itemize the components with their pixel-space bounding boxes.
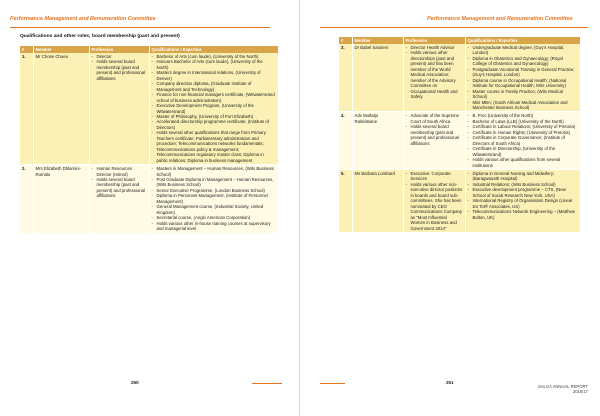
qualification-item: - Holds several other qualifications that range from Primary Teachers certificate; Parliamentary administration and procedure; Telecommunications networks fundamentals; Telecommunications policy & management; Telecommunications regulatory master class; Diploma in public relations; Diploma in business management [152,130,276,163]
member-name: Dr Babel Sanders [352,44,403,112]
qualification-item: - General Management course, (Industrial Society, United Kingdom) [152,204,276,215]
qualification-item: - Masters degree in International relations, (University of Denver) [152,70,276,81]
row-number: 5. [339,169,352,232]
table-row [339,169,580,232]
member-name: Mr Chose Choeu [33,53,89,165]
table-row [20,53,278,165]
col-number-header: # [20,46,33,53]
qualification-item: - Diploma course in Occupational Health; (National Institute for Occupational Health, Wits University) [468,78,578,89]
table-row [339,112,580,170]
qualification-item: - Telecommunications Network Engineering – (Matthew Bolton, UK) [468,209,578,220]
profession-item: - Holds several board membership (past and present) and professional affiliations [406,124,463,146]
page-number: 250 [131,380,139,385]
qualification-item: - Industrial Relations; (Wits Business School) [468,182,578,187]
qualifications-cell [149,53,278,165]
qualification-item: - International Registry of Organisation Design (Linear Do Tot® Associates, US) [468,198,578,209]
col-profession-header: Profession [403,37,465,44]
col-profession-header: Profession [89,46,149,53]
qualification-item: - Master of Philosophy, (University of Port Elizabeth) [152,114,276,119]
report-title: SALGA ANNUAL REPORT [537,384,588,389]
qualification-item: - Diploma in Obstetrics and Gynaecology; (Royal College of Obstetrics and Gynaecology) [468,56,578,67]
table-row [20,165,278,233]
qualification-item: - Certificate in Labour Relations; (University of Pretoria) [468,124,578,129]
qualification-item: - Honours Bachelor of Arts (cum laude), (University of the North) [152,59,276,70]
qualification-item: - Mini MBA; (South African Medical Association and Manchester Business School) [468,100,578,111]
profession-item: - Human Resources Director (retired) [92,166,147,177]
col-member-header: Member [33,46,89,53]
row-number: 4. [339,112,352,170]
profession-item: - Advocate of the Supreme Court of South Africa. [406,113,463,124]
row-number: 1. [20,53,33,165]
footer-rule [252,383,282,384]
table-header-row [20,46,278,53]
left-members-table [20,46,279,234]
qualification-item: - Holds various other in-house training courses at supervisory and managerial level [152,221,276,232]
qualification-item: - Finance for non-financial managers certificate, (Witwatersrand school of business administration) [152,92,276,103]
qualification-item: - Master course in Family Practice; (Wits Medical School) [468,89,578,100]
col-member-header: Member [352,37,403,44]
profession-item: - Director [92,54,147,59]
report-year: 2016/17 [572,389,588,395]
qualification-item: - Company direction diploma, (Graduate Institute of Management and Technology) [152,81,276,92]
member-name: Ms Barbara Lombard [352,169,403,232]
row-number: 2. [20,165,33,233]
qualification-item: - Diploma in General Nursing and Midwifery; (Baragwanath Hospital) [468,171,578,182]
member-name: Mrs Elizabeth Dhlamini-Rumalo [33,165,89,233]
table-row [339,44,580,112]
col-number-header: # [339,37,352,44]
right-members-table [339,37,581,233]
row-number: 3. [339,44,352,112]
qualification-item: - Accelerated directorship programme certificate, (Institute of Directors) [152,119,276,130]
col-qualifications-header: Qualifications / Expertise [149,46,278,53]
profession-item: - Executive: Corporate Services [406,171,463,182]
profession-item: - Holds several board membership (past and present) and professional affiliations [92,59,147,81]
report-footer [538,384,588,395]
profession-cell [403,44,465,112]
right-page [300,0,600,416]
qualifications-cell [465,44,580,112]
qualification-item: - Secretarial course, (Anglo American Corporation) [152,215,276,220]
profession-cell [89,53,149,165]
qualification-item: - Holds various other qualifications from several institutions [468,157,578,168]
qualification-item: - Masters in Management – Human Resources, (Wits Business School) [152,166,276,177]
qualification-item: - Executive Development Program, (University of the Witwatersrand) [152,103,276,114]
qualification-item: - Diploma in Personnel Management, (Institute of Personnel Management) [152,193,276,204]
table-subtitle: Qualifications and other roles; board membership (past and present) [20,34,180,39]
qualification-item: - Bachelor of Arts (cum laude), (University of the North) [152,54,276,59]
qualification-item: - Certificate in Directorship; (University of the Witwatersrand) [468,146,578,157]
qualifications-cell [149,165,278,233]
profession-item: - Director Health Advisor [406,45,463,50]
qualification-item: - Senior Executive Programme, (London Business School) [152,188,276,193]
left-page-header: Performance Management and Remuneration Committee [10,15,270,28]
profession-item: - Holds various other directorships (past and present) and has been member of the World Medical Association; member of the Advisory Committee on Occupational Health and Safety [406,50,463,99]
qualification-item: - Undergraduate Medical degree; (Guy's Hospital, London) [468,45,578,56]
qualification-item: - B. Proc (University of the North) [468,113,578,118]
profession-item: - Holds various other non-executive director positions in boards and board sub-committees. She has been nominated by CEO Communications Company as "Most Influential Women in Business and Government 2014" [406,182,463,231]
qualification-item: - Postgraduate Vocational Training in General Practice; (Guy's Hospital, London) [468,67,578,78]
qualification-item: - Executive development programme – CTS, (New School of Social Research New York, USA) [468,187,578,198]
qualification-item: - Certificate in Corporate Governance; (Institute of Directors of South Africa) [468,135,578,146]
profession-cell [403,169,465,232]
right-page-header: Performance Management and Remuneration Committee [320,15,588,28]
profession-item: - Holds several board membership (past and present) and professional affiliations [92,177,147,199]
table-header-row [339,37,580,44]
profession-cell [89,165,149,233]
qualifications-cell [465,169,580,232]
footer-rule [320,383,345,384]
qualification-item: - Certificate in Human Rights; (University of Pretoria) [468,130,578,135]
qualifications-cell [465,112,580,170]
member-name: Adv Motlatjo Ralebitsane [352,112,403,170]
profession-cell [403,112,465,170]
col-qualifications-header: Qualifications / Expertise [465,37,580,44]
qualification-item: - Post Graduate Diploma in Management – Human Resources, (Wits Business School) [152,177,276,188]
qualification-item: - Bachelor of Laws (LLB) (University of the North) [468,119,578,124]
page-number: 251 [446,380,454,385]
